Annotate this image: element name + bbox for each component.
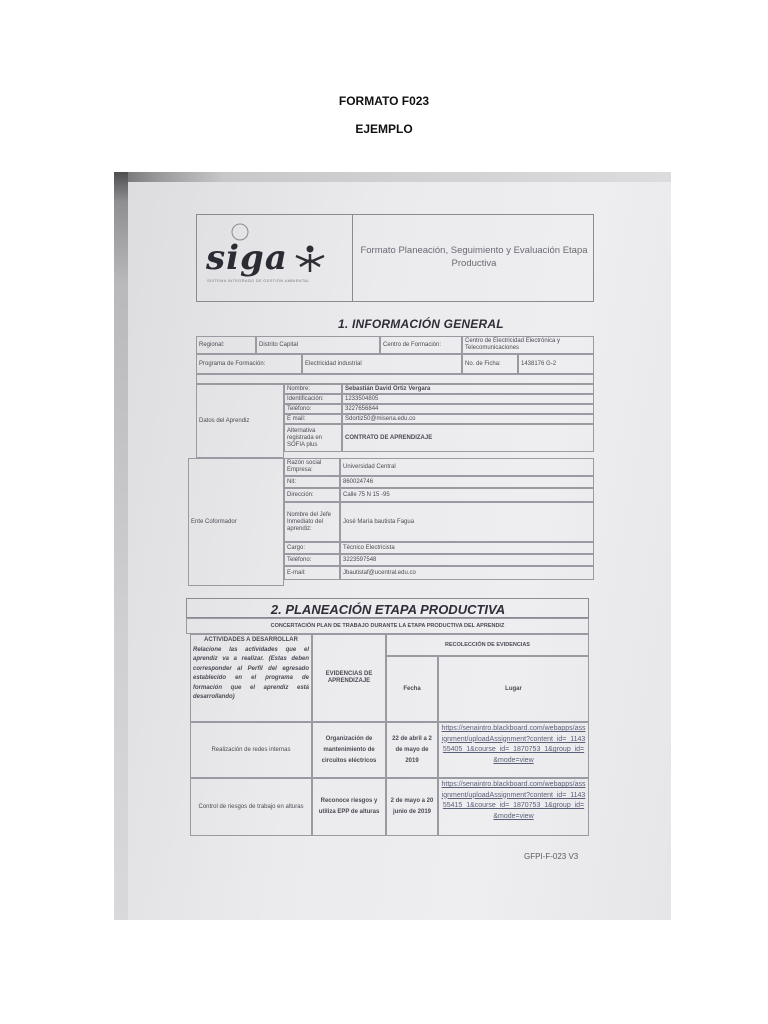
ficha-value: 1438176 G-2: [518, 354, 594, 374]
centro-label: Centro de Formación:: [380, 336, 462, 354]
coformador-group-label: Ente Coformador: [188, 458, 284, 586]
evidencias-header: EVIDENCIAS DE APRENDIZAJE: [312, 634, 386, 722]
spacer-row: [196, 374, 594, 384]
sena-logo-icon: [292, 244, 328, 274]
recoleccion-header: RECOLECCIÓN DE EVIDENCIAS: [386, 634, 589, 656]
actividades-title: ACTIVIDADES A DESARROLLAR: [204, 637, 298, 643]
aprendiz-field-label: Teléfono:: [284, 404, 342, 414]
section-planeacion-title: 2. PLANEACIÓN ETAPA PRODUCTIVA: [270, 602, 506, 617]
actividades-note: Relacione las actividades que el aprendiz va a realizar. (Estas deben corresponder al Perfil del egresado establecido en el programa de formación que el aprendiz está desarrollando): [193, 646, 309, 700]
aprendiz-field-label: Alternativa registrada en SOFIA plus: [284, 424, 342, 452]
coformador-field-value: José María bautista Fagua: [340, 502, 594, 542]
programa-label: Programa de Formación:: [196, 354, 302, 374]
regional-label: Regional:: [196, 336, 256, 354]
coformador-field-value: Jbautistaf@ucentral.edu.co: [340, 566, 594, 580]
form-title: Formato Planeación, Seguimiento y Evaluación Etapa Productiva: [360, 245, 588, 269]
coformador-field-value: 860024746: [340, 476, 594, 488]
coformador-field-label: E-mail:: [284, 566, 340, 580]
section-general-title: 1. INFORMACIÓN GENERAL: [338, 317, 504, 331]
aprendiz-field-value: 3227656844: [342, 404, 594, 414]
evidence-link[interactable]: https://senaintro.blackboard.com/webapps/assignment/uploadAssignment?content_id=_114355405_1&course_id=_1870753_1&group_id=&mode=view: [441, 725, 586, 764]
coformador-field-label: Dirección:: [284, 488, 340, 502]
programa-value: Electricidad industrial: [302, 354, 462, 374]
activity-cell: Realización de redes internas: [190, 722, 312, 778]
activity-cell: Control de riesgos de trabajo en alturas: [190, 778, 312, 836]
evidence-cell: Organización de mantenimiento de circuitos eléctricos: [312, 722, 386, 778]
coformador-field-value: 3223597548: [340, 554, 594, 566]
aprendiz-field-value: 1233504805: [342, 394, 594, 404]
coformador-field-label: Teléfono:: [284, 554, 340, 566]
form-header-divider: [352, 214, 353, 302]
regional-value: Distrito Capital: [256, 336, 380, 354]
coformador-field-label: Razón social Empresa:: [284, 458, 340, 476]
date-cell: 2 de mayo a 20 junio de 2019: [386, 778, 438, 836]
fecha-header: Fecha: [386, 656, 438, 722]
lugar-header: Lugar: [438, 656, 589, 722]
centro-value: Centro de Electricidad Electrónica y Telecomunicaciones: [462, 336, 594, 354]
coformador-field-label: Nit:: [284, 476, 340, 488]
date-cell: 22 de abril a 2 de mayo de 2019: [386, 722, 438, 778]
coformador-field-label: Cargo:: [284, 542, 340, 554]
aprendiz-field-label: Nombre:: [284, 384, 342, 394]
document-subtitle: EJEMPLO: [355, 122, 413, 136]
siga-logo: siga: [206, 238, 288, 278]
actividades-header: [190, 634, 312, 722]
ficha-label: No. de Ficha:: [462, 354, 518, 374]
aprendiz-field-label: Identificación:: [284, 394, 342, 404]
aprendiz-group-label: Datos del Aprendiz: [196, 384, 284, 458]
place-cell: [438, 778, 589, 836]
aprendiz-field-value: CONTRATO DE APRENDIZAJE: [342, 424, 594, 452]
coformador-field-value: Calle 75 N 15 -95: [340, 488, 594, 502]
concertacion-header: CONCERTACIÓN PLAN DE TRABAJO DURANTE LA ETAPA PRODUCTIVA DEL APRENDIZ: [186, 618, 589, 634]
coformador-field-value: Técnico Electricista: [340, 542, 594, 554]
footer-code: GFPI-F-023 V3: [524, 852, 579, 861]
coformador-field-value: Universidad Central: [340, 458, 594, 476]
evidence-link[interactable]: https://senaintro.blackboard.com/webapps/assignment/uploadAssignment?content_id=_114355415_1&course_id=_1870753_1&group_id=&mode=view: [441, 781, 586, 820]
aprendiz-field-value: Sdortiz50@misena.edu.co: [342, 414, 594, 424]
evidence-cell: Reconoce riesgos y utiliza EPP de alturas: [312, 778, 386, 836]
aprendiz-field-label: E mail:: [284, 414, 342, 424]
aprendiz-field-value: Sebastián David Ortiz Vergara: [342, 384, 594, 394]
coformador-field-label: Nombre del Jefe Inmediato del aprendiz:: [284, 502, 340, 542]
siga-logo-subtitle: SISTEMA INTEGRADO DE GESTIÓN AMBIENTAL: [207, 278, 310, 283]
document-title: FORMATO F023: [338, 94, 430, 108]
place-cell: [438, 722, 589, 778]
